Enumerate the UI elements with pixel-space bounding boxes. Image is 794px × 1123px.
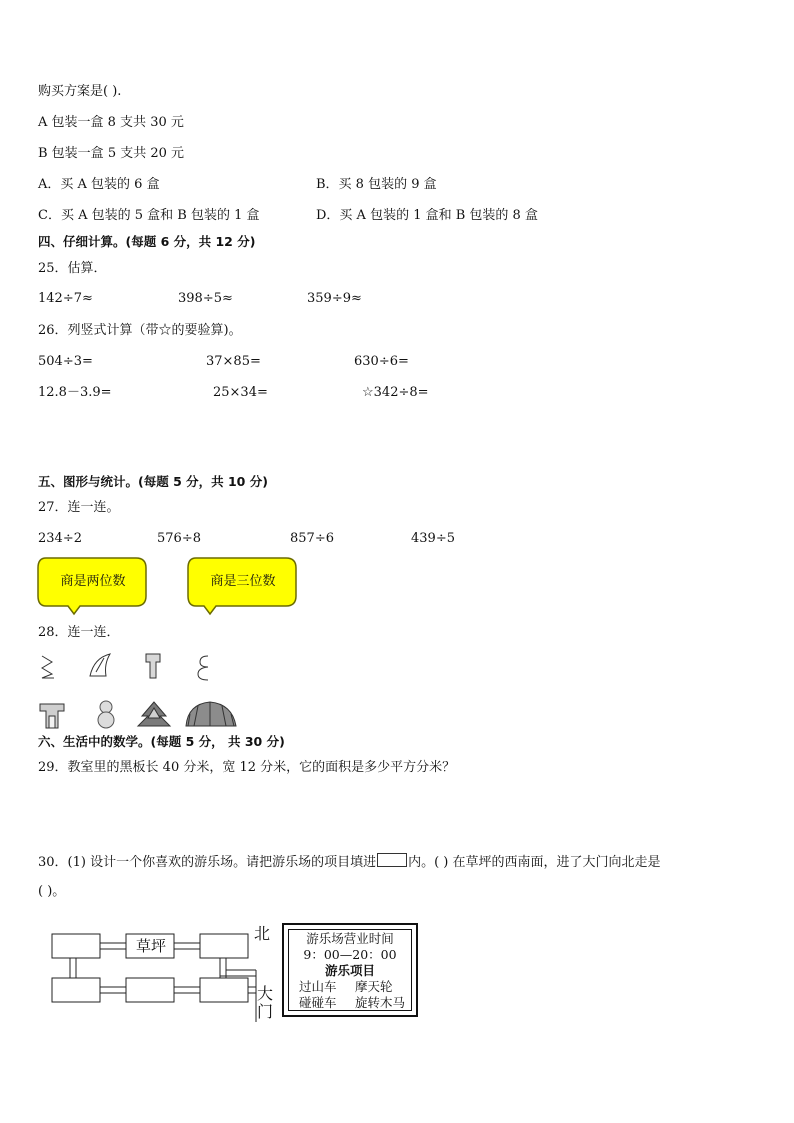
attraction-box — [52, 978, 100, 1002]
q26-item: 504÷3= — [38, 354, 93, 369]
q29-text: 29．教室里的黑板长 40 分米，宽 12 分米，它的面积是多少平方分米？ — [38, 760, 456, 775]
half-snowman-icon — [198, 656, 208, 680]
q27-item: 576÷8 — [157, 531, 201, 546]
half-house-icon — [146, 654, 160, 678]
house-icon — [40, 704, 64, 728]
q25-item: 398÷5≈ — [178, 291, 233, 306]
q25-item: 359÷9≈ — [307, 291, 362, 306]
answer-box-icon — [377, 853, 407, 867]
tree-icon — [138, 702, 170, 726]
lawn-label: 草坪 — [135, 937, 166, 955]
umbrella-icon — [186, 702, 236, 726]
q26-title: 26．列竖式计算（带☆的要验算)。 — [38, 323, 242, 338]
q27-item: 234÷2 — [38, 531, 82, 546]
q25-title: 25．估算． — [38, 261, 107, 276]
attraction-box — [200, 978, 248, 1002]
panel-item: 碰碰车 — [299, 995, 337, 1010]
attraction-box — [52, 934, 100, 958]
q30-part1-a: 30．(1) 设计一个你喜欢的游乐场。请把游乐场的项目填进 — [38, 855, 377, 870]
bubble-three-digit-label: 商是三位数 — [210, 574, 276, 589]
section-5-title: 五、图形与统计。(每题 5 分，共 10 分) — [38, 474, 268, 489]
full-shapes-row — [38, 698, 248, 730]
panel-item: 摩天轮 — [355, 979, 393, 994]
gate-label-2: 门 — [257, 1002, 274, 1021]
half-tree-icon — [42, 656, 54, 678]
q27-item: 857÷6 — [290, 531, 334, 546]
snowman-icon — [98, 701, 114, 728]
panel-item: 旋转木马 — [355, 995, 406, 1010]
q24-option-b: B．买 8 包装的 9 盒 — [316, 177, 437, 192]
q27-title: 27．连一连。 — [38, 500, 120, 515]
q24-option-a: A．买 A 包装的 6 盒 — [38, 177, 160, 192]
gate-label-1: 大 — [257, 984, 274, 1003]
q26-item: 25×34= — [213, 385, 268, 400]
section-6-title: 六、生活中的数学。(每题 5 分， 共 30 分) — [38, 734, 285, 749]
q30-line1 — [38, 853, 661, 871]
q30-line2: ( )。 — [38, 884, 66, 899]
q27-item: 439÷5 — [411, 531, 455, 546]
q24-info-b: B 包装一盒 5 支共 20 元 — [38, 146, 185, 161]
q28-title: 28．连一连． — [38, 625, 120, 640]
panel-item: 过山车 — [299, 979, 337, 994]
q26-item: ☆342÷8= — [362, 385, 429, 400]
q25-item: 142÷7≈ — [38, 291, 93, 306]
panel-subtitle: 游乐项目 — [324, 963, 375, 978]
q24-option-c: C．买 A 包装的 5 盒和 B 包装的 1 盒 — [38, 208, 260, 223]
q24-info-a: A 包装一盒 8 支共 30 元 — [38, 115, 184, 130]
section-4-title: 四、仔细计算。(每题 6 分，共 12 分) — [38, 234, 256, 249]
q30-part1-b: 内。( ) 在草坪的西南面，进了大门向北走是 — [408, 855, 661, 870]
panel-hours: 9：00—20：00 — [303, 947, 397, 962]
q26-item: 12.8－3.9= — [38, 385, 112, 400]
north-label: 北 — [254, 924, 271, 943]
half-umbrella-icon — [90, 654, 110, 676]
attraction-box — [126, 978, 174, 1002]
attraction-box — [200, 934, 248, 958]
q26-item: 630÷6= — [354, 354, 409, 369]
q24-option-d: D．买 A 包装的 1 盒和 B 包装的 8 盒 — [316, 208, 538, 223]
panel-title: 游乐场营业时间 — [306, 931, 394, 946]
q24-line: 购买方案是( ). — [38, 84, 122, 99]
bubble-two-digit-label: 商是两位数 — [60, 574, 126, 589]
q26-item: 37×85= — [206, 354, 261, 369]
half-shapes-row — [38, 652, 218, 684]
